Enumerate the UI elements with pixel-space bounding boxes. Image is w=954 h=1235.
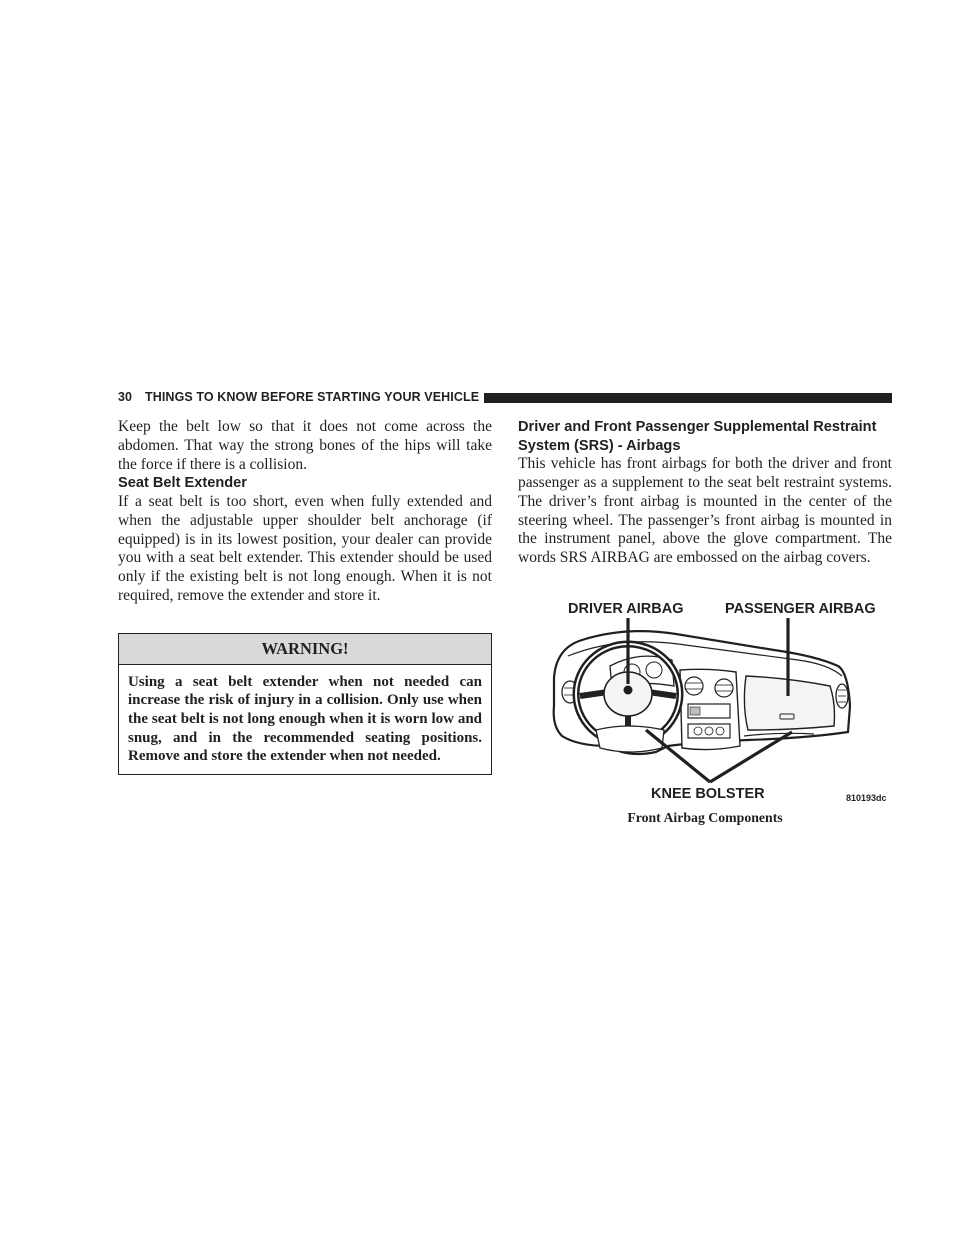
passenger-airbag-label: PASSENGER AIRBAG bbox=[725, 601, 876, 617]
page-number: 30 bbox=[118, 390, 133, 404]
right-column bbox=[518, 418, 892, 568]
image-code-label: 810193dc bbox=[846, 793, 887, 803]
warning-title: WARNING! bbox=[119, 634, 491, 665]
driver-airbag-label: DRIVER AIRBAG bbox=[568, 601, 684, 617]
running-header bbox=[118, 389, 892, 407]
knee-bolster-panel bbox=[596, 726, 664, 752]
dashboard-illustration bbox=[548, 596, 893, 811]
intro-paragraph: Keep the belt low so that it does not come across the abdomen. That way the strong bones of the hips will take the force if there is a collision. bbox=[118, 418, 492, 473]
figure-caption: Front Airbag Components bbox=[627, 810, 783, 825]
seat-belt-extender-paragraph: If a seat belt is too short, even when fully extended and when the adjustable upper shoulder belt anchorage (if equipped) is in its lowest position, your dealer can provide you with a seat belt extender. This extender should be used only if the existing belt is not long enough. When it is not required, remove the extender and store it. bbox=[118, 492, 492, 604]
header-rule-bar bbox=[484, 393, 892, 403]
srs-heading: Driver and Front Passenger Supplemental Restraint System (SRS) - Airbags bbox=[518, 419, 877, 454]
warning-text: Using a seat belt extender when not needed can increase the risk of injury in a collision. Only use when the seat belt is not long enough when it is worn low and snug, and in the recommended seating positions. Remove and store the extender when not needed. bbox=[128, 673, 482, 765]
knee-bolster-label: KNEE BOLSTER bbox=[651, 786, 765, 802]
left-column bbox=[118, 418, 492, 775]
steering-wheel-emblem bbox=[624, 686, 633, 695]
warning-box bbox=[118, 633, 492, 775]
center-vent-left bbox=[685, 677, 703, 695]
seat-belt-extender-heading: Seat Belt Extender bbox=[118, 475, 247, 492]
srs-paragraph: This vehicle has front airbags for both the driver and front passenger as a supplement to the seat belt restraint systems. The driver’s front airbag is mounted in the center of the steering wheel. The passenger’s front airbag is mounted in the instrument panel, above the glove compartment. The words SRS AIRBAG are embossed on the airbag covers. bbox=[518, 455, 892, 567]
center-vent-right bbox=[715, 679, 733, 697]
airbag-figure bbox=[548, 596, 893, 811]
running-head-title: THINGS TO KNOW BEFORE STARTING YOUR VEHICLE bbox=[145, 390, 480, 404]
